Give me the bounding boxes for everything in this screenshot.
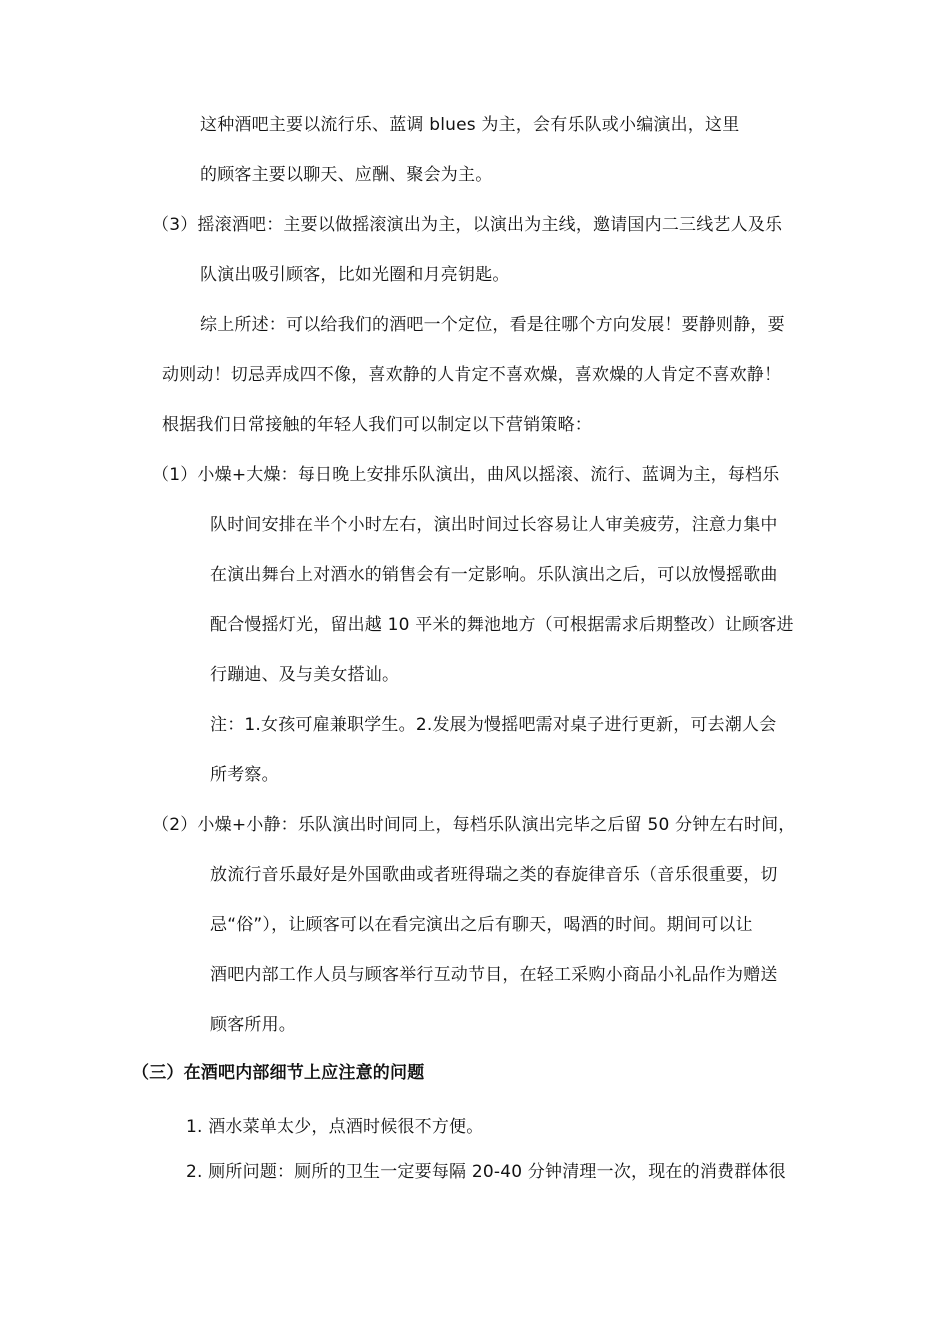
section-heading: （三）在酒吧内部细节上应注意的问题	[132, 1063, 425, 1083]
numbered-list-item: 1. 酒水菜单太少，点酒时候很不方便。	[186, 1117, 484, 1137]
strategy-1-line: 行蹦迪、及与美女搭讪。	[210, 665, 400, 685]
strategy-2-line: 酒吧内部工作人员与顾客举行互动节目，在轻工采购小商品小礼品作为赠送	[210, 965, 778, 985]
summary-line: 综上所述：可以给我们的酒吧一个定位，看是往哪个方向发展！要静则静，要	[200, 315, 785, 335]
strategy-2-line: 放流行音乐最好是外国歌曲或者班得瑞之类的春旋律音乐（音乐很重要，切	[210, 865, 778, 885]
strategy-1-line: 配合慢摇灯光，留出越 10 平米的舞池地方（可根据需求后期整改）让顾客进	[210, 615, 794, 635]
strategy-1-line: （1）小燥+大燥：每日晚上安排乐队演出，曲风以摇滚、流行、蓝调为主，每档乐	[152, 465, 780, 485]
strategy-2-line: 顾客所用。	[210, 1015, 296, 1035]
strategy-2-line: 忌“俗”），让顾客可以在看完演出之后有聊天，喝酒的时间。期间可以让	[210, 915, 753, 935]
summary-line: 根据我们日常接触的年轻人我们可以制定以下营销策略：	[162, 415, 592, 435]
strategy-1-line: 队时间安排在半个小时左右，演出时间过长容易让人审美疲劳，注意力集中	[210, 515, 778, 535]
paragraph-line: 的顾客主要以聊天、应酬、聚会为主。	[200, 165, 493, 185]
list-item-3-line: 队演出吸引顾客，比如光圈和月亮钥匙。	[200, 265, 510, 285]
summary-line: 动则动！切忌弄成四不像，喜欢静的人肯定不喜欢燥，喜欢燥的人肯定不喜欢静！	[162, 365, 782, 385]
numbered-list-item: 2. 厕所问题：厕所的卫生一定要每隔 20-40 分钟清理一次，现在的消费群体很	[186, 1162, 786, 1182]
strategy-1-line: 在演出舞台上对酒水的销售会有一定影响。乐队演出之后，可以放慢摇歌曲	[210, 565, 778, 585]
note-line: 所考察。	[210, 765, 279, 785]
note-line: 注：1.女孩可雇兼职学生。2.发展为慢摇吧需对桌子进行更新，可去潮人会	[210, 715, 777, 735]
list-item-3-line: （3）摇滚酒吧：主要以做摇滚演出为主，以演出为主线，邀请国内二三线艺人及乐	[152, 215, 783, 235]
strategy-2-line: （2）小燥+小静：乐队演出时间同上，每档乐队演出完毕之后留 50 分钟左右时间，	[152, 815, 796, 835]
paragraph-line: 这种酒吧主要以流行乐、蓝调 blues 为主，会有乐队或小编演出，这里	[200, 115, 740, 135]
